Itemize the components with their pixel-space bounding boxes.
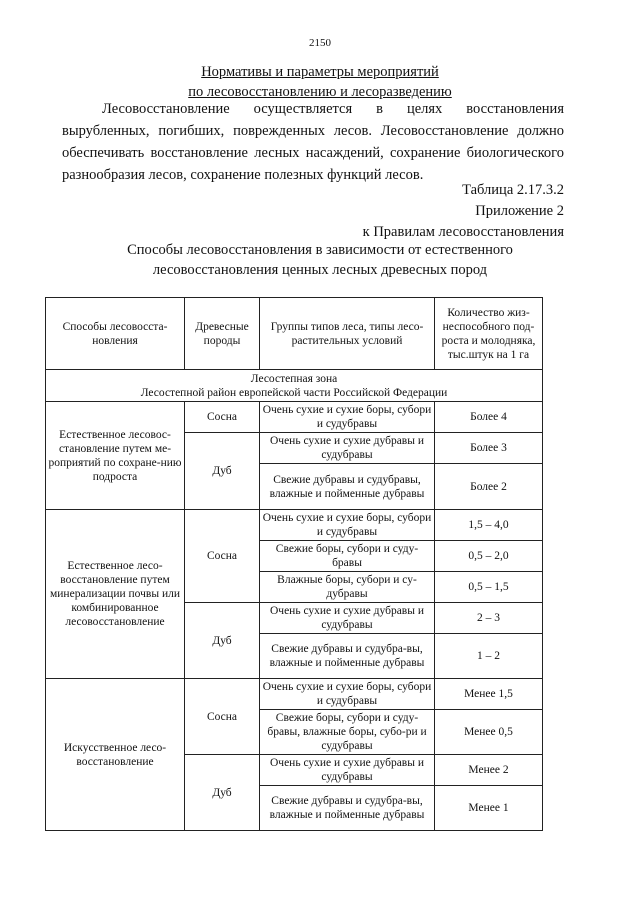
- zone-cell: [46, 370, 543, 402]
- table-title-line-2: лесовосстановления ценных лесных древесных пород: [152, 262, 488, 278]
- method-cell: Естественное лесо-восстановление путем минерализации почвы или комбинированное лесовосстановление: [46, 510, 185, 679]
- group-cell: Очень сухие и сухие дубравы и судубравы: [260, 755, 435, 786]
- group-cell: Очень сухие и сухие боры, субори и судубравы: [260, 510, 435, 541]
- heading-line-1: Нормативы и параметры мероприятий: [201, 64, 439, 80]
- value-cell: Более 4: [435, 402, 543, 433]
- reforestation-table: [45, 297, 543, 831]
- header-quantity: Количество жиз-неспособного под-роста и молодняка, тыс.штук на 1 га: [435, 298, 543, 370]
- value-cell: 0,5 – 1,5: [435, 572, 543, 603]
- rules-label: к Правилам лесовосстановления: [362, 224, 564, 240]
- zone-row: [46, 370, 543, 402]
- species-cell: Сосна: [185, 679, 260, 755]
- table-row: [46, 510, 543, 541]
- zone-name: Лесостепная зона: [250, 372, 338, 385]
- group-cell: Очень сухие и сухие боры, субори и судубравы: [260, 402, 435, 433]
- heading-line-2: по лесовосстановлению и лесоразведению: [188, 84, 452, 100]
- group-cell: Свежие боры, субори и суду-бравы: [260, 541, 435, 572]
- page-number: 2150: [309, 37, 331, 49]
- header-species: Древесные породы: [185, 298, 260, 370]
- method-cell: Искусственное лесо-восстановление: [46, 679, 185, 831]
- intro-paragraph: Лесовосстановление осуществляется в целях восстановления вырубленных, погибших, поврежденных лесов. Лесовосстановление должно обеспечивать восстановление лесных насаждений, сохранение биологического разнообразия лесов, сохранение полезных функций лесов.: [62, 101, 564, 183]
- value-cell: Более 3: [435, 433, 543, 464]
- value-cell: 1,5 – 4,0: [435, 510, 543, 541]
- species-cell: Сосна: [185, 402, 260, 433]
- zone-region: Лесостепной район европейской части Российской Федерации: [140, 386, 448, 399]
- group-cell: Свежие боры, субори и суду-бравы, влажные боры, субо-ри и судубравы: [260, 710, 435, 755]
- header-method: Способы лесовосста-новления: [46, 298, 185, 370]
- value-cell: 2 – 3: [435, 603, 543, 634]
- value-cell: 1 – 2: [435, 634, 543, 679]
- species-cell: Дуб: [185, 755, 260, 831]
- group-cell: Очень сухие и сухие боры, субори и судубравы: [260, 679, 435, 710]
- table-row: [46, 402, 543, 433]
- table-header-row: [46, 298, 543, 370]
- species-cell: Сосна: [185, 510, 260, 603]
- value-cell: 0,5 – 2,0: [435, 541, 543, 572]
- species-cell: Дуб: [185, 603, 260, 679]
- table-number: Таблица 2.17.3.2: [462, 182, 564, 198]
- group-cell: Влажные боры, субори и су-дубравы: [260, 572, 435, 603]
- header-groups: Группы типов леса, типы лесо-растительных условий: [260, 298, 435, 370]
- group-cell: Очень сухие и сухие дубравы и судубравы: [260, 603, 435, 634]
- method-cell: Естественное лесовос-становление путем ме-роприятий по сохране-нию подроста: [46, 402, 185, 510]
- value-cell: Менее 1,5: [435, 679, 543, 710]
- appendix-label: Приложение 2: [475, 203, 564, 219]
- species-cell: Дуб: [185, 433, 260, 510]
- value-cell: Менее 1: [435, 786, 543, 831]
- value-cell: Менее 0,5: [435, 710, 543, 755]
- group-cell: Очень сухие и сухие дубравы и судубравы: [260, 433, 435, 464]
- group-cell: Свежие дубравы и судубра-вы, влажные и пойменные дубравы: [260, 786, 435, 831]
- value-cell: Менее 2: [435, 755, 543, 786]
- table-title-line-1: Способы лесовосстановления в зависимости от естественного: [127, 242, 513, 258]
- group-cell: Свежие дубравы и судубравы, влажные и пойменные дубравы: [260, 464, 435, 510]
- group-cell: Свежие дубравы и судубра-вы, влажные и пойменные дубравы: [260, 634, 435, 679]
- table-row: [46, 679, 543, 710]
- value-cell: Более 2: [435, 464, 543, 510]
